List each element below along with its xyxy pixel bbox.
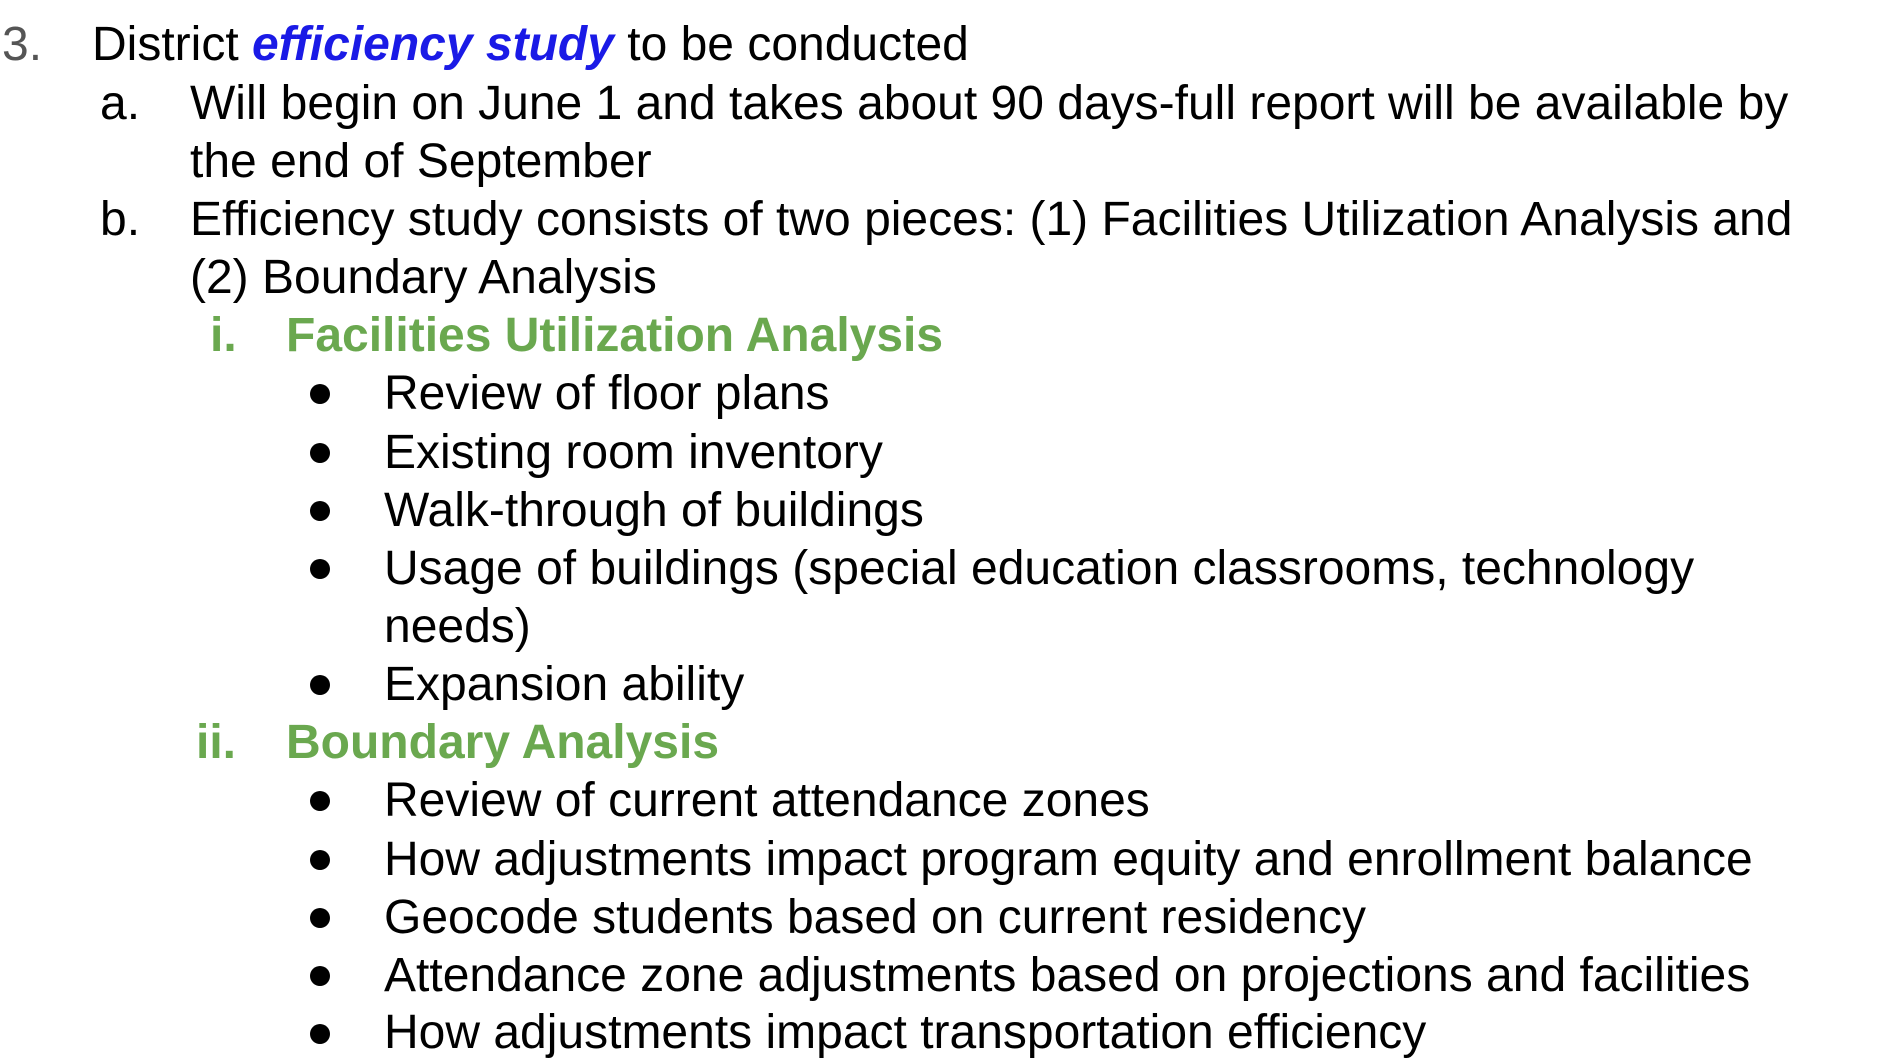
item-b-line2: (2) Boundary Analysis xyxy=(190,251,657,304)
item-a-line1: Will begin on June 1 and takes about 90 days-full report will be available by xyxy=(190,77,1789,130)
item-3-emphasis: efficiency study xyxy=(251,18,614,71)
bullet-icon xyxy=(310,966,330,986)
list-item: Geocode students based on current residency xyxy=(384,891,1366,944)
item-a-marker: a. xyxy=(100,77,141,130)
list-item: Attendance zone adjustments based on projections and facilities xyxy=(384,949,1751,1002)
item-3-text-after: to be conducted xyxy=(613,18,969,71)
list-item: Review of current attendance zones xyxy=(384,774,1150,827)
item-3-text xyxy=(92,16,969,74)
bullet-icon xyxy=(310,1024,330,1044)
item-3-text-before: District xyxy=(92,18,252,71)
bullet-icon xyxy=(310,443,330,463)
bullet-icon xyxy=(310,384,330,404)
item-a-line2: the end of September xyxy=(190,135,652,188)
item-b-marker: b. xyxy=(100,193,141,246)
bullet-icon xyxy=(310,675,330,695)
list-item: How adjustments impact transportation efficiency xyxy=(384,1006,1427,1059)
bullet-icon xyxy=(310,908,330,928)
bullet-icon xyxy=(310,559,330,579)
list-item: Usage of buildings (special education classrooms, technology xyxy=(384,542,1695,595)
list-item-continuation: needs) xyxy=(384,600,531,653)
list-item: Review of floor plans xyxy=(384,367,830,420)
list-item: How adjustments impact program equity and enrollment balance xyxy=(384,833,1753,886)
list-item: Walk-through of buildings xyxy=(384,484,924,537)
item-3-marker: 3. xyxy=(2,18,43,71)
section-ii-marker: ii. xyxy=(196,716,237,769)
section-i-title: Facilities Utilization Analysis xyxy=(286,309,944,362)
item-b-line1: Efficiency study consists of two pieces: (1) Facilities Utilization Analysis and xyxy=(190,193,1793,246)
bullet-icon xyxy=(310,791,330,811)
bullet-icon xyxy=(310,501,330,521)
list-item: Expansion ability xyxy=(384,658,745,711)
section-i-marker: i. xyxy=(210,309,237,362)
list-item: Existing room inventory xyxy=(384,426,883,479)
bullet-icon xyxy=(310,850,330,870)
section-ii-title: Boundary Analysis xyxy=(286,716,720,769)
